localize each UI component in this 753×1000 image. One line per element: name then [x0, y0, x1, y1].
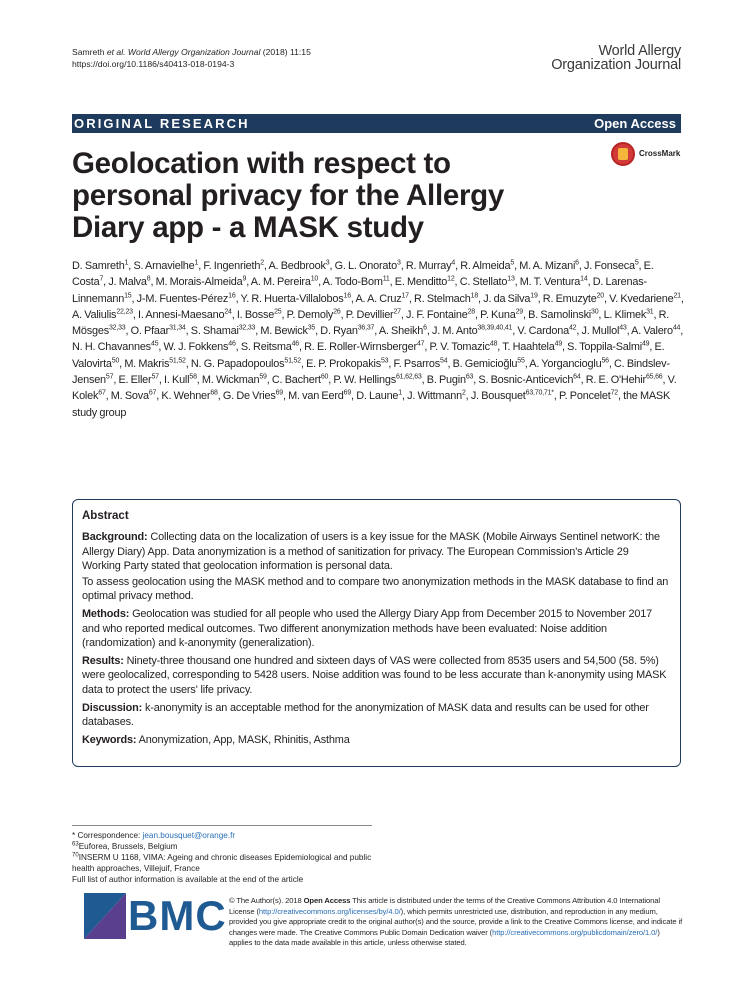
- author-entry: [108, 276, 150, 288]
- author-affiliation: 5: [634, 259, 639, 267]
- author-name: V. Kolek: [72, 374, 677, 403]
- aff-70-number: 70: [72, 852, 79, 859]
- journal-logo-line1: World Allergy: [598, 43, 681, 59]
- author-affiliation: 68: [210, 389, 218, 397]
- author-affiliation: 11: [382, 275, 390, 283]
- author-affiliation: 50: [111, 357, 120, 365]
- author-name: E. Costa: [72, 260, 654, 289]
- author-entry: [137, 293, 236, 305]
- author-entry: [406, 309, 475, 321]
- author-affiliation: 57: [105, 373, 114, 381]
- discussion-label: Discussion:: [82, 701, 143, 714]
- author-name: G. L. Onorato: [334, 260, 397, 272]
- author-affiliation: 8: [146, 275, 151, 283]
- author-entry: [478, 374, 580, 386]
- author-affiliation: 49: [554, 340, 563, 348]
- author-affiliation: 2: [260, 259, 264, 267]
- aff-70-text: INSERM U 1168, VIMA: Ageing and chronic diseases Epidemiological and public health approaches, Villejuif, France: [72, 853, 372, 873]
- abstract-background: [82, 530, 669, 574]
- author-entry: [355, 293, 408, 305]
- author-name: M. Bewick: [260, 325, 308, 338]
- author-name: M. T. Ventura: [519, 276, 581, 289]
- crossmark-button[interactable]: [611, 142, 686, 168]
- author-name: V. Kvedariene: [609, 292, 674, 305]
- author-name: B. Samolinski: [528, 308, 592, 321]
- abstract-results: [82, 654, 669, 698]
- author-entry: [483, 293, 537, 305]
- author-entry: [251, 276, 318, 288]
- author-affiliation: 18: [470, 291, 479, 299]
- license-text-3: ) applies to the data made available in this article, unless otherwise stated.: [229, 927, 660, 948]
- author-entry: [260, 325, 315, 337]
- author-entry: [164, 374, 197, 386]
- author-entry: [584, 260, 638, 272]
- author-affiliation: 22,23: [116, 308, 133, 316]
- author-entry: [427, 374, 473, 386]
- author-affiliation: 38,39,40,41: [477, 324, 513, 332]
- author-name: S. Toppila-Salmi: [567, 341, 642, 354]
- author-name: J. Wittmann: [407, 390, 462, 403]
- author-name: J. Mullol: [581, 325, 620, 338]
- author-entry: [72, 341, 158, 353]
- author-name: A. Valero: [631, 325, 673, 338]
- author-entry: [124, 358, 185, 370]
- journal-logo-line2: Organization Journal: [551, 57, 681, 73]
- author-entry: [118, 374, 158, 386]
- author-name: N. H. Chavannes: [72, 341, 151, 354]
- bmc-logo: [84, 891, 227, 947]
- methods-label: Methods:: [82, 607, 130, 620]
- citation-journal: et al. World Allergy Organization Journal: [106, 47, 261, 57]
- discussion-text: k-anonymity is an acceptable method for the anonymization of MASK data and results can be used for other databases.: [82, 701, 649, 729]
- author-affiliation: 36,37: [357, 324, 375, 332]
- article-title: Geolocation with respect to personal privacy for the Allergy Diary app - a MASK study: [72, 147, 504, 244]
- author-affiliation: 9: [242, 275, 247, 283]
- author-affiliation: 16: [343, 291, 351, 299]
- author-name: S. Shamai: [190, 325, 239, 338]
- author-entry: [631, 325, 680, 337]
- author-name: R. E. O'Hehir: [585, 374, 646, 387]
- author-affiliation: 5: [510, 259, 515, 267]
- author-entry: [191, 358, 301, 370]
- abstract-keywords: [82, 733, 669, 748]
- journal-logo: [551, 44, 681, 72]
- abstract-discussion: [82, 701, 669, 730]
- author-name: P. Kuna: [480, 308, 516, 321]
- aff-63-number: 63: [72, 841, 79, 848]
- author-affiliation: 63,70,71*: [525, 389, 554, 397]
- author-name: E. Menditto: [394, 276, 448, 289]
- author-affiliation: 6: [575, 259, 579, 267]
- author-name: F. Ingenrieth: [203, 260, 261, 272]
- author-entry: [72, 260, 128, 272]
- author-entry: [268, 260, 329, 272]
- author-affiliation: 57: [151, 373, 159, 381]
- author-affiliation: 31,34: [169, 324, 186, 332]
- author-name: C. Stellato: [459, 276, 508, 289]
- author-name: A. Sheikh: [378, 325, 424, 338]
- author-affiliation: 1: [398, 389, 402, 397]
- author-entry: [304, 341, 424, 353]
- author-list-tail: , the MASK study group: [72, 390, 671, 419]
- author-name: I. Bosse: [236, 308, 275, 321]
- author-affiliation: 20: [596, 291, 604, 299]
- author-name: A. A. Cruz: [355, 292, 402, 305]
- author-entry: [131, 325, 186, 337]
- author-name: R. Murray: [405, 260, 452, 272]
- author-affiliation: 51,52: [169, 357, 186, 365]
- methods-text: Geolocation was studied for all people who used the Allergy Diary App from December 2015 to November 2017 and who reported medical outcomes. Two different anonymization methods have been evaluated: Noise addition (randomization) and k-anonymity (generalization).: [82, 607, 653, 650]
- author-name: P. W. Hellings: [333, 374, 396, 387]
- author-affiliation: 15: [124, 291, 132, 299]
- author-affiliation: 55: [517, 357, 525, 365]
- author-entry: [528, 309, 598, 321]
- author-entry: [517, 325, 576, 337]
- author-name: A. Todo-Bom: [322, 276, 383, 289]
- author-affiliation: 3: [396, 259, 401, 267]
- author-name: P. Demoly: [286, 308, 334, 321]
- author-name: E. P. Prokopakis: [306, 357, 381, 370]
- abstract-background-aim: To assess geolocation using the MASK method and to compare two anonymization methods in the MASK database to find an optimal privacy method.: [82, 575, 669, 603]
- author-affiliation: 42: [568, 324, 577, 332]
- author-name: J. F. Fontaine: [406, 308, 468, 321]
- author-entry: [519, 260, 579, 272]
- author-name: B. Gemicioğlu: [452, 357, 518, 370]
- author-entry: [453, 358, 525, 370]
- author-entry: [582, 325, 627, 337]
- license-url-link[interactable]: http://creativecommons.org/licenses/by/4.0/: [258, 906, 401, 916]
- author-name: M. Morais-Almeida: [155, 276, 243, 289]
- author-entry: [161, 390, 217, 402]
- author-entry: [502, 341, 562, 353]
- author-name: R. Stelmach: [414, 292, 471, 305]
- author-entry: [529, 358, 609, 370]
- results-text: Ninety-three thousand one hundred and sixteen days of VAS were collected from 8535 users and 54,500 (58. 5%) were geolocalized, corresponding to 5428 users. Noise addition was found to be less accurate than k-anonymity using MASK data to protect the users' life privacy.: [82, 654, 667, 696]
- author-affiliation: 14: [580, 275, 588, 283]
- footnotes: [72, 825, 372, 885]
- author-affiliation: 47: [416, 340, 425, 348]
- author-name: J. M. Anto: [432, 325, 478, 338]
- author-affiliation: 32,33: [238, 324, 256, 332]
- author-name: M. van Eerd: [288, 390, 344, 403]
- author-affiliation: 32,33: [108, 324, 126, 332]
- author-entry: [241, 341, 299, 353]
- author-affiliation: 12: [447, 275, 455, 283]
- author-affiliation: 60: [320, 373, 329, 381]
- author-affiliation: 44: [672, 324, 681, 332]
- author-entry: [346, 309, 401, 321]
- bmc-logo-text: BMC: [128, 892, 227, 939]
- full-author-info-note: Full list of author information is available at the end of the article: [72, 875, 304, 884]
- author-name: R. Almeida: [460, 260, 511, 272]
- crossmark-label: CrossMark: [639, 149, 681, 158]
- author-name: R. E. Roller-Wirnsberger: [304, 341, 417, 354]
- author-name: R. Mösges: [72, 308, 670, 338]
- author-entry: [559, 390, 618, 402]
- author-affiliation: 63: [465, 373, 474, 381]
- author-entry: [191, 325, 255, 337]
- author-entry: [288, 390, 351, 402]
- author-entry: [320, 325, 374, 337]
- author-entry: [460, 276, 515, 288]
- author-name: D. Larenas-Linnemann: [72, 276, 647, 305]
- author-entry: [72, 309, 133, 321]
- author-name: J. Bousquet: [470, 390, 526, 403]
- author-affiliation: 24: [224, 308, 232, 316]
- author-affiliation: 10: [310, 275, 319, 283]
- author-name: F. Psarros: [393, 357, 441, 370]
- author-name: I. Annesi-Maesano: [138, 308, 225, 321]
- author-name: E. Eller: [118, 374, 152, 387]
- author-affiliation: 53: [380, 357, 389, 365]
- affiliation-63: [72, 841, 372, 852]
- citation-authors: Samreth: [72, 47, 107, 57]
- author-name: K. Wehner: [161, 390, 211, 403]
- author-name: V. Cardona: [517, 325, 569, 338]
- author-affiliation: 35: [307, 324, 316, 332]
- author-entry: [520, 276, 588, 288]
- author-affiliation: 65,66: [645, 373, 663, 381]
- author-affiliation: 49: [641, 340, 650, 348]
- correspondence-email-link[interactable]: jean.bousquet@orange.fr: [142, 831, 236, 840]
- author-entry: [163, 341, 235, 353]
- author-affiliation: 46: [228, 340, 236, 348]
- author-entry: [543, 293, 604, 305]
- author-name: C. Bachert: [271, 374, 321, 387]
- author-list: D. Samreth$^1$, S. Arnavielhe$^1$, F. Ingenrieth$^2$, A. Bedbrook$^3$, G. L. Onorato$^3$, R. Murray$^4$, R. Almeida$^5$, M. A. Mizani$^6$, J. Fonseca$^5$, E. Costa$^7$, J. Malva$^8$, M. Morais-Almeida$^9$, A. M. Pereira$^{10}$, A. Todo-Bom$^{11}$, E. Menditto$^{12}$, C. Stellato$^{13}$, M. T. Ventura$^{14}$, D. Larenas-Linnemann$^{15}$, J-M. Fuentes-Pérez$^{16}$, Y. R. Huerta-Villalobos$^{16}$, A. A. Cruz$^{17}$, R. Stelmach$^{18}$, J. da Silva$^{19}$, R. Emuzyte$^{20}$, V. Kvedariene$^{21}$, A. Valiulis$^{22,23}$, I. Annesi-Maesano$^{24}$, I. Bosse$^{25}$, P. Demoly$^{26}$, P. Devillier$^{27}$, J. F. Fontaine$^{28}$, P. Kuna$^{29}$, B. Samolinski$^{30}$, L. Klimek$^{31}$, R. Mösges$^{32,33}$, O. Pfaar$^{31,34}$, S. Shamai$^{32,33}$, M. Bewick$^{35}$, D. Ryan$^{36,37}$, A. Sheikh$^6$, J. M. Anto$^{38,39,40,41}$, V. Cardona$^{42}$, J. Mullol$^{43}$, A. Valero$^{44}$, N. H. Chavannes$^{45}$, W. J. Fokkens$^{46}$, S. Reitsma$^{46}$, R. E. Roller-Wirnsberger$^{47}$, P. V. Tomazic$^{48}$, T. Haahtela$^{49}$, S. Toppila-Salmi$^{49}$, E. Valovirta$^{50}$, M. Makris$^{51,52}$, N. G. Papadopoulos$^{51,52}$, E. P. Prokopakis$^{53}$, F. Psarros$^{54}$, B. Gemicioğlu$^{55}$, A. Yorgancioglu$^{56}$, C. Bindslev-Jensen$^{57}$, E. Eller$^{57}$, I. Kull$^{58}$, M. Wickman$^{59}$, C. Bachert$^{60}$, P. W. Hellings$^{61,62,63}$, B. Pugin$^{63}$, S. Bosnic-Anticevich$^{64}$, R. E. O'Hehir$^{65,66}$, V. Kolek$^{67}$, M. Sova$^{67}$, K. Wehner$^{68}$, G. De Vries$^{69}$, M. van Eerd$^{69}$, D. Laune$^1$, J. Wittmann$^2$, J. Bousquet$^{63,70,71*}$, P. Poncelet$^{72}$, the MASK study group: [72, 259, 684, 419]
- author-affiliation: 2: [461, 389, 466, 397]
- author-name: A. Yorgancioglu: [529, 357, 602, 370]
- author-name: P. Poncelet: [558, 390, 611, 403]
- author-affiliation: 4: [451, 259, 456, 267]
- author-name: M. Makris: [124, 357, 170, 370]
- abstract-heading: Abstract: [82, 510, 129, 522]
- author-entry: [202, 374, 267, 386]
- author-name: W. J. Fokkens: [163, 341, 229, 354]
- author-affiliation: 51,52: [284, 357, 301, 365]
- author-affiliation: 67: [148, 389, 157, 397]
- author-entry: [223, 390, 283, 402]
- author-entry: [356, 390, 402, 402]
- author-entry: [460, 260, 514, 272]
- license-lead: © The Author(s). 2018: [229, 896, 304, 905]
- author-affiliation: 64: [573, 373, 581, 381]
- author-affiliation: 72: [610, 389, 618, 397]
- author-entry: [407, 390, 466, 402]
- author-affiliation: 26: [333, 308, 341, 316]
- author-entry: [287, 309, 341, 321]
- author-name: N. G. Papadopoulos: [190, 357, 285, 370]
- author-name: D. Laune: [356, 390, 399, 403]
- author-name: Y. R. Huerta-Villalobos: [240, 292, 344, 305]
- author-entry: [414, 293, 478, 305]
- author-affiliation: 69: [343, 389, 352, 397]
- abstract-methods: [82, 607, 669, 651]
- author-affiliation: 46: [291, 340, 299, 348]
- results-label: Results:: [82, 654, 124, 667]
- author-name: B. Pugin: [426, 374, 466, 387]
- keywords-label: Keywords:: [82, 733, 137, 746]
- author-affiliation: 25: [274, 308, 282, 316]
- author-affiliation: 43: [619, 324, 627, 332]
- author-affiliation: 19: [530, 291, 538, 299]
- author-name: I. Kull: [164, 374, 190, 387]
- author-name: A. Bedbrook: [268, 260, 326, 272]
- author-entry: [335, 260, 401, 272]
- author-entry: [333, 374, 421, 386]
- abstract-box: [72, 499, 681, 767]
- background-text: Collecting data on the localization of users is a key issue for the MASK (Mobile Airways Sentinel networK: the Allergy Diary) App. Data anonymization is a method of sanitization for privacy. The European Commission's Article 29 Working Party stated that geolocation information is personal data.: [82, 531, 660, 573]
- correspondence-line: [72, 830, 372, 841]
- author-affiliation: 1: [194, 259, 199, 267]
- author-affiliation: 67: [98, 389, 106, 397]
- author-name: P. V. Tomazic: [429, 341, 490, 354]
- author-name: S. Reitsma: [240, 341, 292, 354]
- author-entry: [586, 374, 663, 386]
- author-affiliation: 48: [489, 340, 498, 348]
- author-entry: [395, 276, 455, 288]
- author-name: M. A. Mizani: [519, 260, 576, 272]
- author-name: E. Valovirta: [72, 341, 665, 370]
- author-name: T. Haahtela: [502, 341, 555, 354]
- author-affiliation: 58: [189, 373, 197, 381]
- author-affiliation: 56: [601, 357, 609, 365]
- author-name: M. Wickman: [201, 374, 260, 387]
- author-affiliation: 54: [440, 357, 448, 365]
- author-affiliation: 17: [401, 291, 409, 299]
- author-name: S. Bosnic-Anticevich: [478, 374, 574, 387]
- author-affiliation: 61,62,63: [395, 373, 422, 381]
- author-entry: [203, 260, 264, 272]
- author-name: J. Malva: [108, 276, 147, 289]
- author-affiliation: 29: [515, 308, 523, 316]
- author-entry: [272, 374, 328, 386]
- author-entry: [394, 358, 448, 370]
- author-affiliation: 6: [423, 324, 427, 332]
- license-text-2: ), which permits unrestricted use, distribution, and reproduction in any medium, provided you give appropriate credit to the original author(s) and the source, provide a link to the Creative Commons license, and indicate if changes were made. The Creative Commons Public Domain Dedication waiver (: [229, 906, 683, 937]
- author-entry: [241, 293, 351, 305]
- author-name: P. Devillier: [345, 308, 394, 321]
- author-affiliation: 27: [393, 308, 401, 316]
- author-affiliation: 45: [150, 340, 159, 348]
- author-entry: [430, 341, 498, 353]
- doi-link[interactable]: https://doi.org/10.1186/s40413-018-0194-3: [72, 59, 235, 69]
- open-access-label: Open Access: [594, 116, 676, 131]
- author-entry: [471, 390, 554, 402]
- author-affiliation: 31: [646, 308, 654, 316]
- author-entry: [432, 325, 512, 337]
- citation-line: [72, 46, 311, 58]
- article-type-label: ORIGINAL RESEARCH: [74, 116, 250, 131]
- author-affiliation: 59: [259, 373, 267, 381]
- author-affiliation: 16: [228, 291, 236, 299]
- author-name: J. Fonseca: [584, 260, 635, 272]
- author-entry: [133, 260, 198, 272]
- crossmark-icon: [611, 142, 635, 166]
- author-entry: [306, 358, 388, 370]
- author-entry: [323, 276, 390, 288]
- author-name: M. Sova: [110, 390, 149, 403]
- aff-63-text: Euforea, Brussels, Belgium: [78, 842, 178, 851]
- author-entry: [609, 293, 681, 305]
- author-entry: [156, 276, 247, 288]
- author-name: A. M. Pereira: [250, 276, 311, 289]
- author-name: D. Samreth: [72, 260, 125, 272]
- author-affiliation: 28: [467, 308, 475, 316]
- waiver-url-link[interactable]: http://creativecommons.org/publicdomain/zero/1.0/: [492, 927, 658, 937]
- author-name: J. da Silva: [483, 292, 531, 305]
- citation-block: [72, 46, 311, 70]
- author-affiliation: 7: [99, 275, 104, 283]
- author-affiliation: 13: [507, 275, 515, 283]
- author-name: O. Pfaar: [130, 325, 170, 338]
- license-text-1: This article is distributed under the terms of the Creative Commons Attribution 4.0 International License (: [229, 896, 660, 916]
- author-entry: [480, 309, 523, 321]
- author-name: S. Arnavielhe: [133, 260, 195, 272]
- author-name: A. Valiulis: [72, 308, 117, 321]
- bmc-logo-icon: [84, 893, 126, 939]
- author-affiliation: 30: [591, 308, 599, 316]
- author-entry: [567, 341, 649, 353]
- author-entry: [237, 309, 282, 321]
- author-affiliation: 69: [275, 389, 283, 397]
- author-entry: [138, 309, 232, 321]
- author-affiliation: 21: [673, 291, 681, 299]
- author-name: D. Ryan: [320, 325, 358, 338]
- author-affiliation: 3: [325, 259, 330, 267]
- author-affiliation: 1: [124, 259, 129, 267]
- author-name: G. De Vries: [222, 390, 276, 403]
- author-entry: [604, 309, 654, 321]
- citation-year: (2018) 11:15: [260, 47, 311, 57]
- keywords-text: Anonymization, App, MASK, Rhinitis, Asthma: [136, 733, 350, 746]
- author-entry: [406, 260, 455, 272]
- background-label: Background:: [82, 531, 148, 543]
- article-type-banner: [72, 114, 681, 133]
- author-name: R. Emuzyte: [542, 292, 597, 305]
- author-name: C. Bindslev-Jensen: [72, 357, 670, 387]
- license-open-access: Open Access: [303, 896, 351, 905]
- author-entry: [379, 325, 427, 337]
- license-notice: [229, 896, 684, 949]
- author-name: J-M. Fuentes-Pérez: [136, 292, 229, 305]
- affiliation-70: [72, 852, 372, 874]
- author-entry: [111, 390, 156, 402]
- author-name: L. Klimek: [603, 308, 647, 321]
- correspondence-label: * Correspondence:: [72, 831, 143, 840]
